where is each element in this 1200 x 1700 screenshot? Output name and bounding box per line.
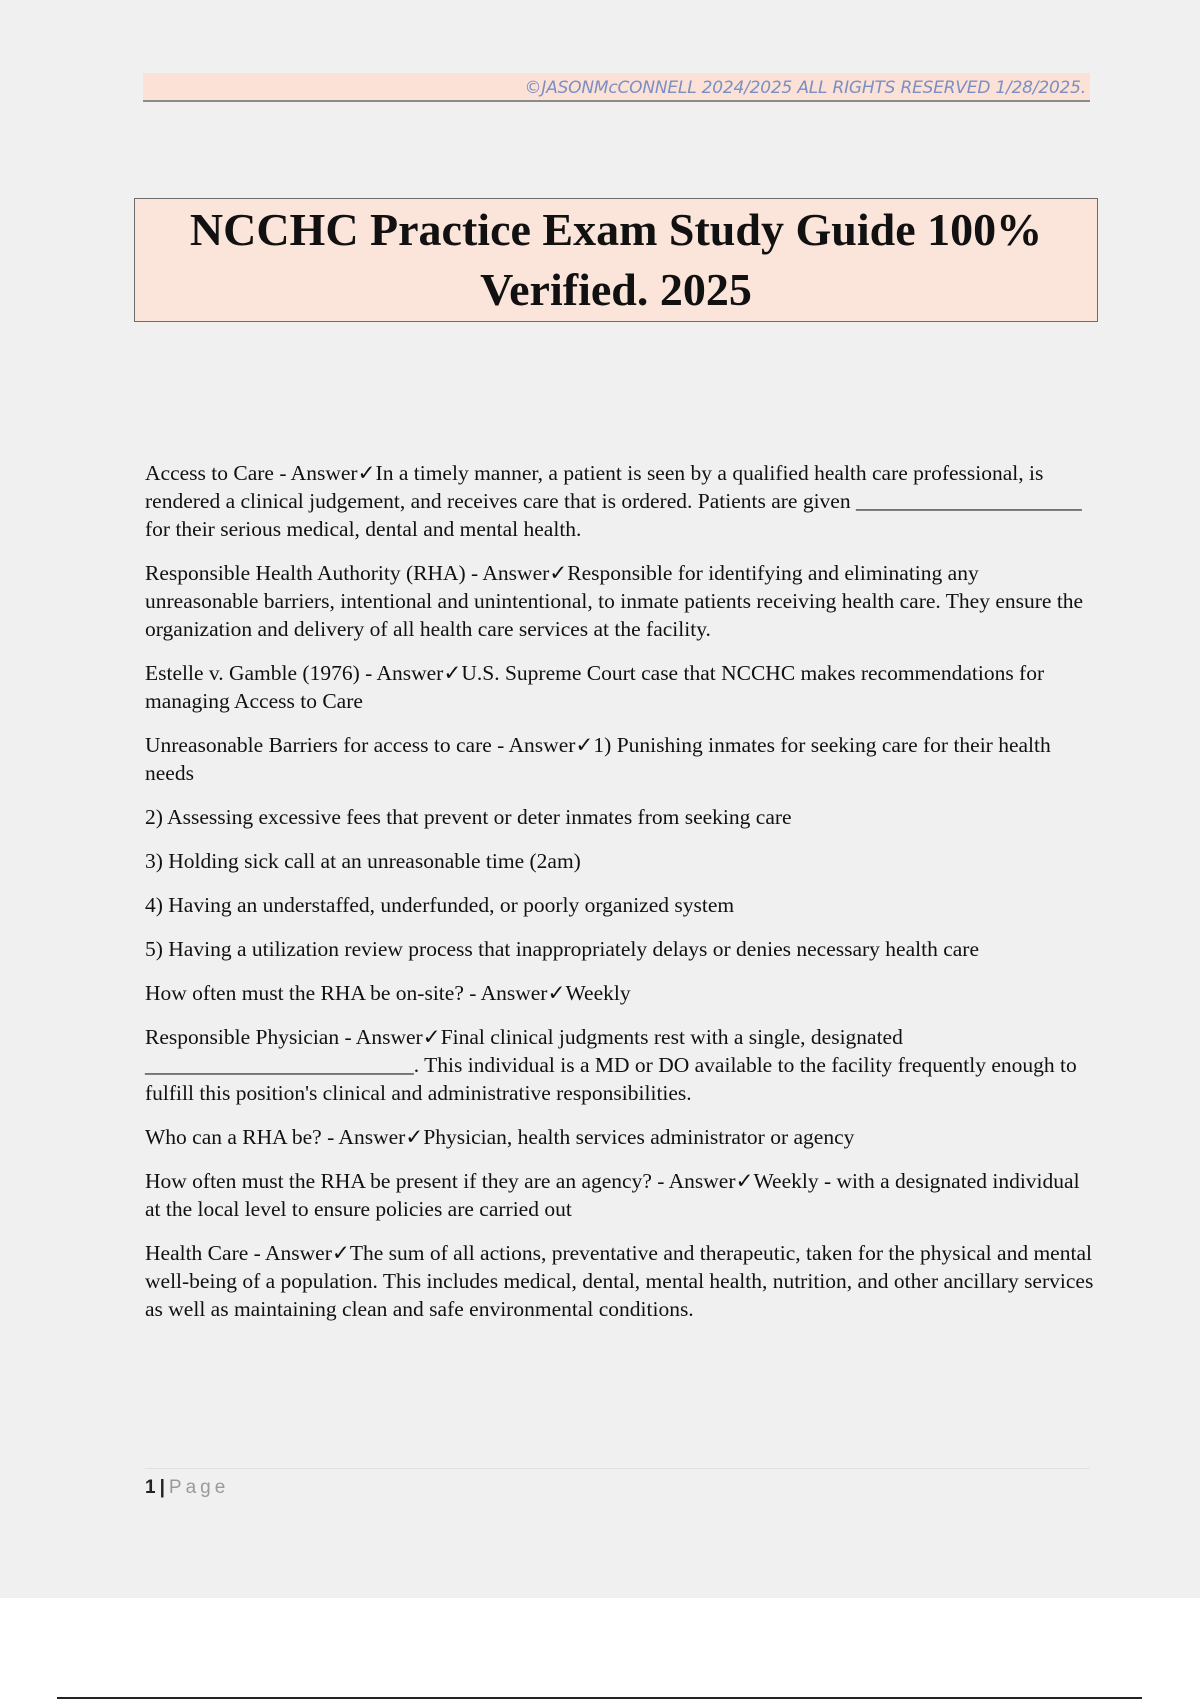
paragraph: How often must the RHA be on-site? - Answer✓Weekly (145, 981, 631, 1005)
page-separator: | (159, 1477, 165, 1498)
page-number: 1 (145, 1477, 156, 1498)
paragraph: Access to Care - Answer✓In a timely manner, a patient is seen by a qualified health care professional, is rendered a clinical judgement, and receives care that is ordered. Patients are given _____________________ for their serious medical, dental and mental health. (145, 461, 1082, 541)
paragraph: Unreasonable Barriers for access to care - Answer✓1) Punishing inmates for seeking care for their health needs (145, 733, 1051, 785)
title-box (134, 198, 1098, 322)
page-title: NCCHC Practice Exam Study Guide 100% Verified. 2025 (189, 204, 1043, 315)
paragraph: 3) Holding sick call at an unreasonable time (2am) (145, 849, 581, 873)
bottom-divider (57, 1697, 1142, 1699)
study-content (145, 459, 1095, 1339)
paragraph: Responsible Physician - Answer✓Final clinical judgments rest with a single, designated _________________________. This individual is a MD or DO available to the facility frequently enough to fulfill this position's clinical and administrative responsibilities. (145, 1025, 1077, 1105)
paragraph: Health Care - Answer✓The sum of all actions, preventative and therapeutic, taken for the physical and mental well-being of a population. This includes medical, dental, mental health, nutrition, and other ancillary services as well as maintaining clean and safe environmental conditions. (145, 1241, 1094, 1321)
page-footer (145, 1468, 1090, 1499)
copyright-header: ©JASONMcCONNELL 2024/2025 ALL RIGHTS RESERVED 1/28/2025. (143, 73, 1090, 102)
paragraph: Estelle v. Gamble (1976) - Answer✓U.S. Supreme Court case that NCCHC makes recommendations for managing Access to Care (145, 661, 1045, 713)
paragraph: 5) Having a utilization review process that inappropriately delays or denies necessary health care (145, 937, 979, 961)
paragraph: 4) Having an understaffed, underfunded, or poorly organized system (145, 893, 735, 917)
paragraph: Who can a RHA be? - Answer✓Physician, health services administrator or agency (145, 1125, 855, 1149)
paragraph: How often must the RHA be present if they are an agency? - Answer✓Weekly - with a designated individual at the local level to ensure policies are carried out (145, 1169, 1080, 1221)
page-label: Page (168, 1477, 230, 1498)
paragraph: Responsible Health Authority (RHA) - Answer✓Responsible for identifying and eliminating any unreasonable barriers, intentional and unintentional, to inmate patients receiving health care. They ensure the organization and delivery of all health care services at the facility. (145, 561, 1084, 641)
paragraph: 2) Assessing excessive fees that prevent or deter inmates from seeking care (145, 805, 792, 829)
